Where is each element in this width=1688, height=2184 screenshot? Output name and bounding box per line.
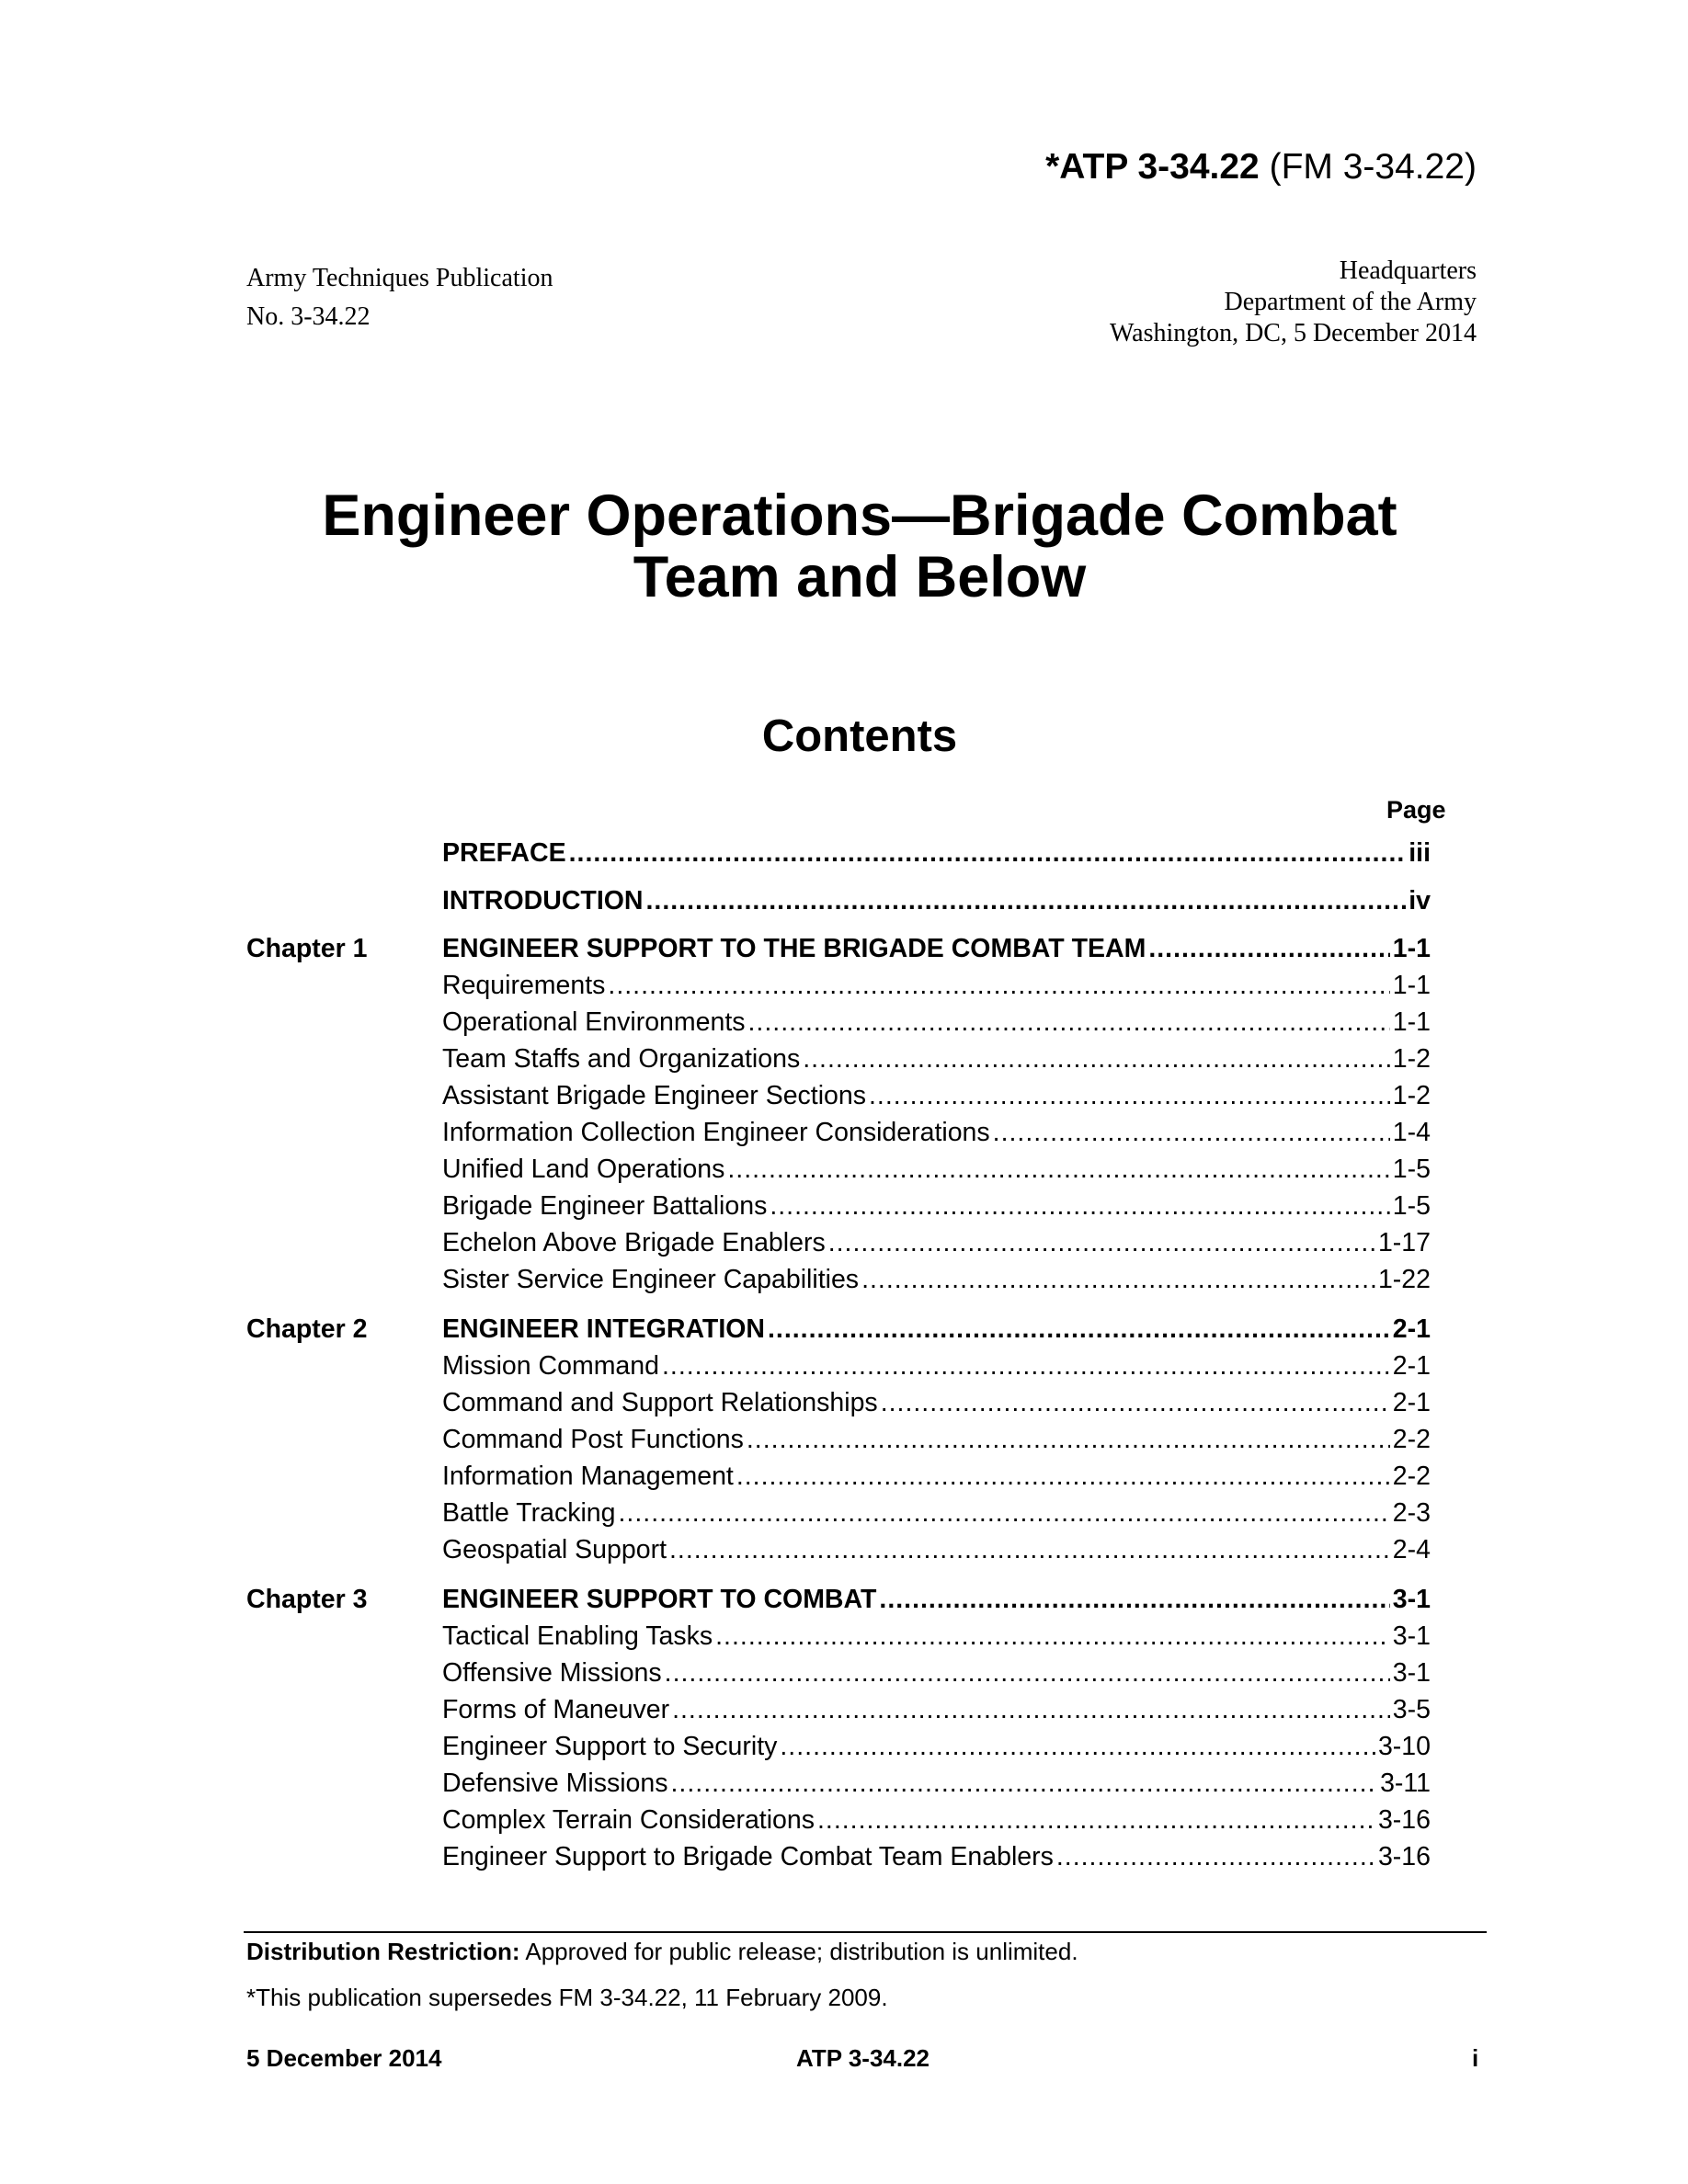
toc-entry-label: Offensive Missions — [442, 1658, 662, 1688]
toc-section[interactable] — [442, 1695, 1431, 1728]
toc-section[interactable] — [442, 1805, 1431, 1838]
toc-section[interactable] — [442, 1732, 1431, 1765]
toc-entry-label: Operational Environments — [442, 1007, 746, 1037]
toc-section[interactable] — [442, 1658, 1431, 1691]
toc-leader — [662, 1351, 1390, 1382]
toc-leader — [736, 1462, 1390, 1492]
toc-leader — [881, 1388, 1390, 1418]
toc-leader — [803, 1044, 1390, 1075]
toc-entry-label: Sister Service Engineer Capabilities — [442, 1265, 860, 1294]
toc-leader — [1056, 1842, 1375, 1872]
toc-entry-page: 1-1 — [1392, 934, 1431, 963]
distribution-text: Approved for public release; distribution is unlimited. — [519, 1938, 1078, 1965]
toc-section[interactable] — [442, 1769, 1431, 1802]
toc-entry-label: Defensive Missions — [442, 1769, 668, 1798]
toc-section[interactable] — [442, 1155, 1431, 1188]
footer-rule — [244, 1931, 1487, 1933]
toc-entry-page: 2-4 — [1392, 1535, 1431, 1564]
toc-entry-page: 3-16 — [1377, 1842, 1431, 1871]
toc-leader — [665, 1658, 1390, 1689]
toc-entry-introduction[interactable] — [442, 886, 1431, 919]
toc-entry-label: Engineer Support to Brigade Combat Team Enablers — [442, 1842, 1054, 1871]
toc-chapter-2[interactable] — [442, 1314, 1431, 1348]
toc-leader — [879, 1585, 1389, 1615]
toc-leader — [768, 1314, 1390, 1345]
toc-entry-label: ENGINEER INTEGRATION — [442, 1314, 765, 1344]
title-line-1: Engineer Operations—Brigade Combat — [322, 483, 1397, 548]
toc-entry-page: iii — [1409, 838, 1431, 868]
toc-chapter-1[interactable] — [442, 934, 1431, 967]
toc-entry-label: ENGINEER SUPPORT TO THE BRIGADE COMBAT TEAM — [442, 934, 1146, 963]
toc-entry-label: Command and Support Relationships — [442, 1388, 878, 1417]
toc-entry-label: Information Collection Engineer Considerations — [442, 1118, 990, 1147]
toc-entry-page: 3-16 — [1377, 1805, 1431, 1835]
hq-line-1: Headquarters — [1339, 256, 1477, 285]
page-column-label: Page — [1386, 796, 1446, 824]
toc-entry-page: 3-1 — [1392, 1621, 1431, 1651]
toc-leader — [993, 1118, 1390, 1148]
toc-leader — [608, 971, 1389, 1001]
toc-entry-page: 3-1 — [1392, 1658, 1431, 1688]
toc-entry-label: PREFACE — [442, 838, 566, 868]
chapter-3-label: Chapter 3 — [246, 1585, 368, 1614]
toc-leader — [569, 838, 1407, 869]
toc-entry-label: Requirements — [442, 971, 606, 1000]
chapter-1-label: Chapter 1 — [246, 934, 368, 963]
contents-heading: Contents — [761, 711, 958, 761]
publication-number: No. 3-34.22 — [246, 302, 371, 331]
designation-bold: *ATP 3-34.22 — [1045, 147, 1260, 187]
footer-date: 5 December 2014 — [246, 2044, 442, 2072]
toc-entry-label: INTRODUCTION — [442, 886, 644, 916]
toc-leader — [828, 1228, 1375, 1258]
toc-entry-page: 2-2 — [1392, 1425, 1431, 1454]
toc-entry-page: 3-5 — [1392, 1695, 1431, 1724]
toc-entry-label: Assistant Brigade Engineer Sections — [442, 1081, 867, 1110]
toc-entry-page: 2-3 — [1392, 1498, 1431, 1528]
toc-leader — [645, 886, 1406, 916]
distribution-label: Distribution Restriction: — [246, 1938, 520, 1965]
toc-section[interactable] — [442, 1535, 1431, 1568]
toc-entry-label: Team Staffs and Organizations — [442, 1044, 801, 1074]
toc-entry-label: ENGINEER SUPPORT TO COMBAT — [442, 1585, 877, 1614]
toc-leader — [780, 1732, 1375, 1762]
toc-entry-label: Information Management — [442, 1462, 734, 1491]
toc-entry-page: 2-2 — [1392, 1462, 1431, 1491]
toc-leader — [869, 1081, 1390, 1111]
toc-entry-page: 3-10 — [1377, 1732, 1431, 1761]
toc-entry-page: 3-1 — [1392, 1585, 1431, 1614]
toc-section[interactable] — [442, 1081, 1431, 1114]
supersedes-note: *This publication supersedes FM 3-34.22, 11 February 2009. — [246, 1984, 888, 2011]
toc-section[interactable] — [442, 1388, 1431, 1421]
toc-entry-label: Forms of Maneuver — [442, 1695, 670, 1724]
hq-line-3: Washington, DC, 5 December 2014 — [1110, 319, 1477, 347]
title-line-2: Team and Below — [633, 545, 1087, 609]
toc-entry-page: 1-5 — [1392, 1155, 1431, 1184]
toc-entry-label: Echelon Above Brigade Enablers — [442, 1228, 826, 1257]
toc-leader — [1148, 934, 1389, 964]
footer-page-number: i — [1472, 2044, 1479, 2072]
toc-section[interactable] — [442, 1842, 1431, 1875]
toc-leader — [715, 1621, 1390, 1652]
toc-entry-page: 1-2 — [1392, 1044, 1431, 1074]
toc-entry-page: 2-1 — [1392, 1388, 1431, 1417]
toc-section[interactable] — [442, 1191, 1431, 1224]
toc-section[interactable] — [442, 1621, 1431, 1655]
toc-entry-preface[interactable] — [442, 838, 1431, 871]
footer-doc-id: ATP 3-34.22 — [796, 2044, 930, 2072]
toc-section[interactable] — [442, 1351, 1431, 1384]
toc-entry-label: Command Post Functions — [442, 1425, 744, 1454]
toc-entry-page: 1-1 — [1392, 1007, 1431, 1037]
toc-section[interactable] — [442, 1044, 1431, 1077]
toc-entry-page: 1-17 — [1377, 1228, 1431, 1257]
toc-entry-label: Mission Command — [442, 1351, 659, 1381]
toc-leader — [747, 1425, 1390, 1455]
toc-entry-page: 1-1 — [1392, 971, 1431, 1000]
designation-supersedes: (FM 3-34.22) — [1269, 147, 1477, 187]
toc-entry-label: Geospatial Support — [442, 1535, 667, 1564]
toc-leader — [748, 1007, 1390, 1038]
toc-entry-page: 2-1 — [1392, 1314, 1431, 1344]
toc-leader — [671, 1769, 1378, 1799]
toc-entry-page: 1-2 — [1392, 1081, 1431, 1110]
toc-entry-label: Unified Land Operations — [442, 1155, 725, 1184]
toc-section[interactable] — [442, 1118, 1431, 1151]
toc-leader — [669, 1535, 1390, 1565]
toc-leader — [861, 1265, 1375, 1295]
toc-leader — [770, 1191, 1389, 1222]
chapter-2-label: Chapter 2 — [246, 1314, 368, 1344]
toc-leader — [619, 1498, 1390, 1529]
toc-entry-page: 1-4 — [1392, 1118, 1431, 1147]
toc-section[interactable] — [442, 971, 1431, 1004]
headquarters-block — [1110, 256, 1477, 349]
toc-leader — [817, 1805, 1375, 1836]
toc-entry-page: 1-5 — [1392, 1191, 1431, 1221]
document-title — [0, 485, 1688, 609]
toc-section[interactable] — [442, 1425, 1431, 1458]
toc-entry-page: 1-22 — [1377, 1265, 1431, 1294]
toc-entry-page: 3-11 — [1380, 1769, 1431, 1798]
toc-entry-page: 2-1 — [1392, 1351, 1431, 1381]
toc-leader — [672, 1695, 1390, 1725]
distribution-restriction — [246, 1938, 1078, 1966]
toc-entry-label: Brigade Engineer Battalions — [442, 1191, 768, 1221]
toc-entry-label: Battle Tracking — [442, 1498, 616, 1528]
document-designation — [1045, 147, 1477, 188]
toc-section[interactable] — [442, 1228, 1431, 1261]
toc-section[interactable] — [442, 1265, 1431, 1298]
toc-section[interactable] — [442, 1498, 1431, 1531]
toc-section[interactable] — [442, 1007, 1431, 1041]
toc-entry-label: Tactical Enabling Tasks — [442, 1621, 713, 1651]
toc-entry-page: iv — [1409, 886, 1431, 916]
publication-info — [246, 259, 553, 336]
toc-leader — [727, 1155, 1389, 1185]
toc-entry-label: Engineer Support to Security — [442, 1732, 778, 1761]
toc-entry-label: Complex Terrain Considerations — [442, 1805, 815, 1835]
publication-type: Army Techniques Publication — [246, 264, 553, 292]
toc-chapter-3[interactable] — [442, 1585, 1431, 1618]
toc-section[interactable] — [442, 1462, 1431, 1495]
hq-line-2: Department of the Army — [1224, 288, 1477, 316]
